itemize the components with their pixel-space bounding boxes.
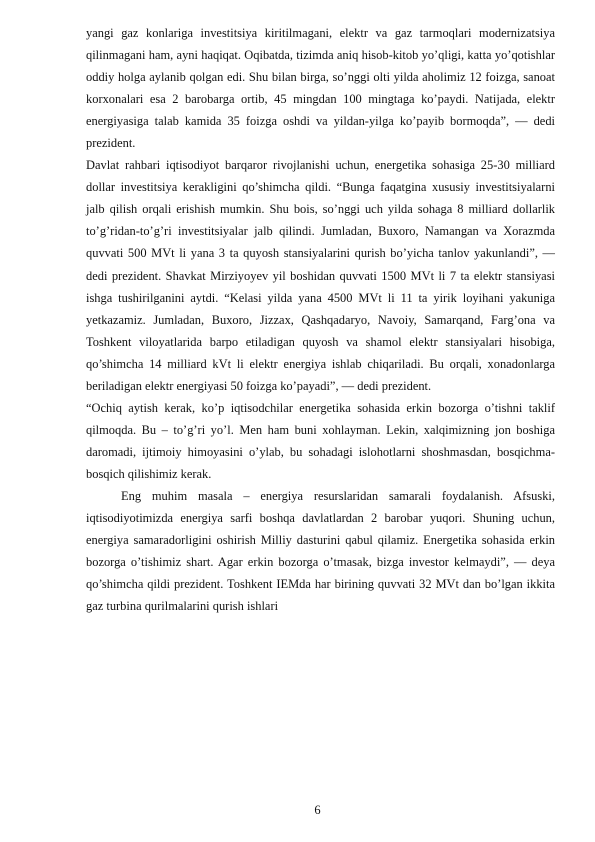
paragraph-gas-fields: yangi gaz konlariga investitsiya kiritilmagani, elektr va gaz tarmoqlari modernizatsiya qilinmagani ham, ayni haqiqat. Oqibatda, tizimda aniq hisob-kitob yo’qligi, katta yo’qotishlar oddiy holga aylanib qolgan edi. Shu bilan birga, so’nggi olti yilda aholimiz 12 foizga, sanoat korxonalari esa 2 barobarga ortib, 45 mingdan 100 mingtaga ko’paydi. Natijada, elektr energiyasiga talab kamida 35 foizga oshdi va yildan-yilga ko’payib bormoqda”, — dedi prezident.: [86, 26, 555, 151]
page-number: 6: [314, 803, 321, 817]
paragraph-energy-investment: Davlat rahbari iqtisodiyot barqaror rivojlanishi uchun, energetika sohasiga 25-30 milliard dollar investitsiya kerakligini qo’shimcha qildi. “Bunga faqatgina xususiy investitsiyalarni jalb qilish orqali erishish mumkin. Shu bois, so’nggi uch yilda sohaga 8 milliard dollarlik to’g’ridan-to’g’ri investitsiyalar jalb qilindi. Jumladan, Buxoro, Namangan va Xorazmda quvvati 500 MVt li yana 3 ta quyosh stansiyalarini qurish bo’yicha tanlov yakunlandi”, — dedi prezident. Shavkat Mirziyoyev yil boshidan quvvati 1500 MVt li 7 ta elektr stansiyasi ishga tushirilganini aytdi. “Kelasi yilda yana 4500 MVt li 11 ta yirik loyihani yakuniga yetkazamiz. Jumladan, Buxoro, Jizzax, Qashqadaryo, Navoiy, Samarqand, Farg’ona va Toshkent viloyatlarida barpo etiladigan quyosh va shamol elektr stansiyalari hisobiga, qo’shimcha 14 milliard kVt li elektr energiya ishlab chiqariladi. Bu orqali, xonadonlarga beriladigan elektr energiyasi 50 foizga ko’payadi”, — dedi prezident.: [86, 158, 555, 393]
body-text: [86, 22, 555, 617]
paragraph-free-market: “Ochiq aytish kerak, ko’p iqtisodchilar energetika sohasida erkin bozorga o’tishni taklif qilmoqda. Bu – to’g’ri yo’l. Men ham buni xohlayman. Lekin, xalqimizning jon boshiga daromadi, ijtimoiy himoyasini o’ylab, bu sohadagi islohotlarni shoshmasdan, bosqichma-bosqich qilishimiz kerak.: [86, 400, 555, 481]
paragraph-energy-efficiency: Eng muhim masala – energiya resurslaridan samarali foydalanish. Afsuski, iqtisodiyotimizda energiya sarfi boshqa davlatlardan 2 barobar yuqori. Shuning uchun, energiya samaradorligini oshirish Milliy dasturini qabul qilamiz. Energetika sohasida erkin bozorga o’tishimiz shart. Agar erkin bozorga o’tmasak, bizga investor kelmaydi”, — deya qo’shimcha qildi prezident. Toshkent IEMda har birining quvvati 32 MVt dan bo’lgan ikkita gaz turbina qurilmalarini qurish ishlari: [86, 488, 555, 614]
